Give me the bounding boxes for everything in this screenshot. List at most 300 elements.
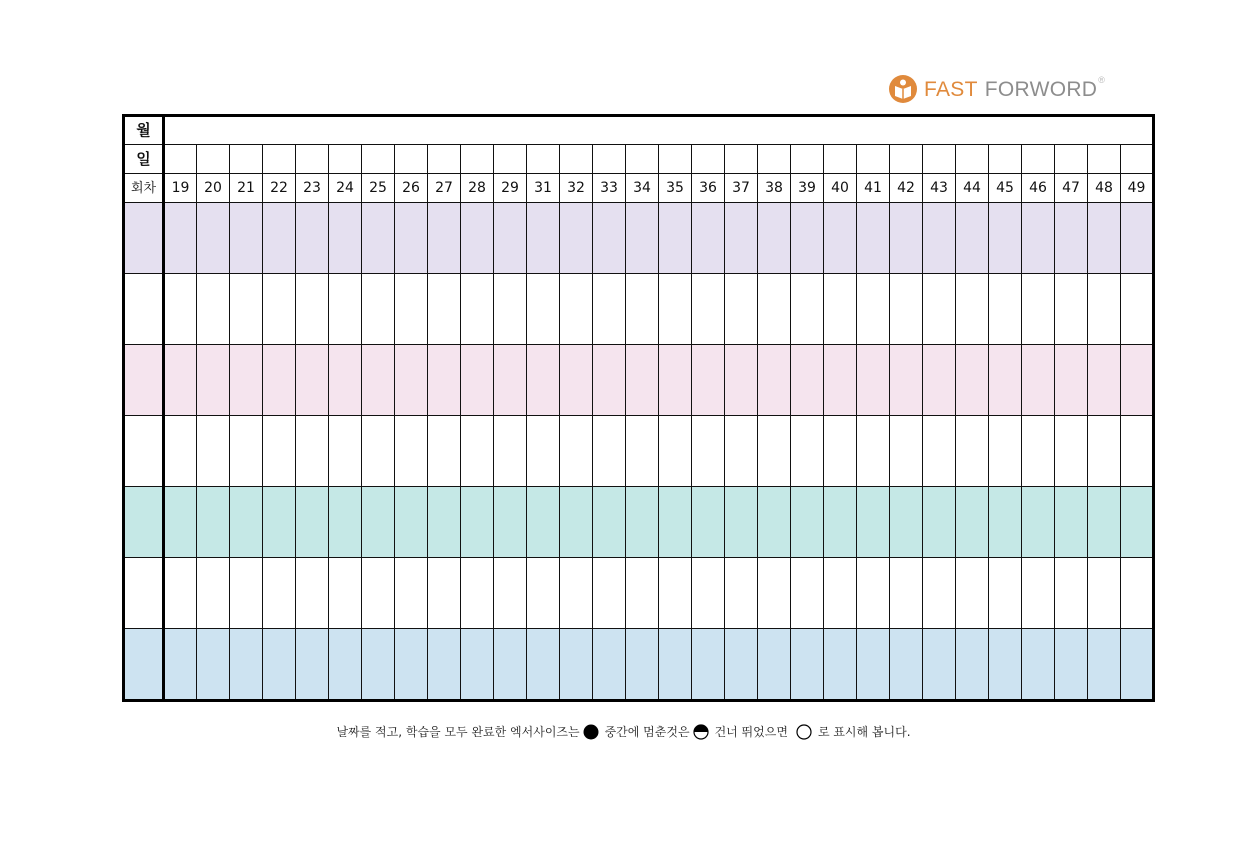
exercise-mark-cell[interactable] [263, 203, 296, 274]
exercise-mark-cell[interactable] [725, 416, 758, 487]
day-input-cell[interactable] [1055, 145, 1088, 174]
exercise-mark-cell[interactable] [461, 203, 494, 274]
exercise-mark-cell[interactable] [395, 203, 428, 274]
session-number: 33 [593, 174, 626, 203]
exercise-mark-cell[interactable] [824, 487, 857, 558]
exercise-row [124, 629, 1154, 701]
day-input-cell[interactable] [989, 145, 1022, 174]
exercise-row [124, 487, 1154, 558]
exercise-mark-cell[interactable] [494, 274, 527, 345]
day-input-cell[interactable] [197, 145, 230, 174]
day-input-cell[interactable] [857, 145, 890, 174]
session-number: 26 [395, 174, 428, 203]
exercise-mark-cell[interactable] [461, 345, 494, 416]
exercise-mark-cell[interactable] [890, 558, 923, 629]
exercise-mark-cell[interactable] [461, 629, 494, 701]
exercise-mark-cell[interactable] [329, 558, 362, 629]
day-label: 일 [124, 145, 164, 174]
day-input-cell[interactable] [230, 145, 263, 174]
exercise-row [124, 558, 1154, 629]
exercise-mark-cell[interactable] [1088, 203, 1121, 274]
logo-registered-mark: ® [1098, 74, 1106, 85]
exercise-mark-cell[interactable] [1088, 274, 1121, 345]
exercise-mark-cell[interactable] [659, 629, 692, 701]
exercise-mark-cell[interactable] [725, 274, 758, 345]
exercise-mark-cell[interactable] [1088, 629, 1121, 701]
exercise-mark-cell[interactable] [362, 274, 395, 345]
exercise-mark-cell[interactable] [263, 416, 296, 487]
fast-forword-logo [888, 72, 1105, 106]
exercise-mark-cell[interactable] [890, 345, 923, 416]
logo-word-forword: FORWORD [984, 77, 1098, 101]
exercise-mark-cell[interactable] [296, 274, 329, 345]
exercise-mark-cell[interactable] [197, 416, 230, 487]
session-number: 24 [329, 174, 362, 203]
day-input-cell[interactable] [758, 145, 791, 174]
exercise-mark-cell[interactable] [758, 629, 791, 701]
exercise-mark-cell[interactable] [956, 345, 989, 416]
exercise-mark-cell[interactable] [956, 203, 989, 274]
exercise-mark-cell[interactable] [560, 416, 593, 487]
exercise-mark-cell[interactable] [791, 203, 824, 274]
exercise-mark-cell[interactable] [527, 345, 560, 416]
exercise-mark-cell[interactable] [593, 487, 626, 558]
exercise-mark-cell[interactable] [1022, 345, 1055, 416]
exercise-mark-cell[interactable] [428, 274, 461, 345]
exercise-mark-cell[interactable] [428, 345, 461, 416]
day-input-cell[interactable] [164, 145, 197, 174]
day-input-cell[interactable] [362, 145, 395, 174]
exercise-mark-cell[interactable] [956, 558, 989, 629]
legend-text-skipped: 건너 뛰었으면 [714, 725, 788, 739]
exercise-mark-cell[interactable] [164, 629, 197, 701]
exercise-mark-cell[interactable] [857, 487, 890, 558]
exercise-mark-cell[interactable] [428, 416, 461, 487]
exercise-mark-cell[interactable] [395, 274, 428, 345]
exercise-mark-cell[interactable] [725, 487, 758, 558]
exercise-mark-cell[interactable] [857, 345, 890, 416]
exercise-mark-cell[interactable] [626, 345, 659, 416]
exercise-mark-cell[interactable] [725, 345, 758, 416]
session-number: 28 [461, 174, 494, 203]
exercise-mark-cell[interactable] [626, 416, 659, 487]
exercise-mark-cell[interactable] [890, 629, 923, 701]
exercise-mark-cell[interactable] [362, 629, 395, 701]
exercise-mark-cell[interactable] [758, 558, 791, 629]
exercise-mark-cell[interactable] [263, 274, 296, 345]
exercise-mark-cell[interactable] [263, 558, 296, 629]
exercise-mark-cell[interactable] [626, 274, 659, 345]
exercise-mark-cell[interactable] [923, 345, 956, 416]
session-number: 25 [362, 174, 395, 203]
exercise-mark-cell[interactable] [758, 274, 791, 345]
exercise-mark-cell[interactable] [923, 558, 956, 629]
exercise-mark-cell[interactable] [395, 487, 428, 558]
exercise-mark-cell[interactable] [164, 345, 197, 416]
exercise-mark-cell[interactable] [626, 629, 659, 701]
exercise-mark-cell[interactable] [1121, 416, 1154, 487]
exercise-mark-cell[interactable] [1022, 487, 1055, 558]
exercise-mark-cell[interactable] [164, 416, 197, 487]
exercise-mark-cell[interactable] [659, 416, 692, 487]
session-number: 31 [527, 174, 560, 203]
exercise-mark-cell[interactable] [263, 629, 296, 701]
exercise-mark-cell[interactable] [1055, 274, 1088, 345]
exercise-mark-cell[interactable] [1055, 345, 1088, 416]
exercise-mark-cell[interactable] [560, 203, 593, 274]
exercise-mark-cell[interactable] [527, 629, 560, 701]
exercise-mark-cell[interactable] [1088, 345, 1121, 416]
exercise-mark-cell[interactable] [989, 274, 1022, 345]
day-input-cell[interactable] [1022, 145, 1055, 174]
exercise-mark-cell[interactable] [296, 345, 329, 416]
exercise-mark-cell[interactable] [1055, 203, 1088, 274]
exercise-mark-cell[interactable] [230, 345, 263, 416]
exercise-mark-cell[interactable] [527, 274, 560, 345]
exercise-mark-cell[interactable] [1022, 416, 1055, 487]
day-input-cell[interactable] [923, 145, 956, 174]
session-number: 40 [824, 174, 857, 203]
exercise-mark-cell[interactable] [659, 487, 692, 558]
exercise-mark-cell[interactable] [1121, 629, 1154, 701]
exercise-mark-cell[interactable] [1088, 558, 1121, 629]
exercise-mark-cell[interactable] [791, 416, 824, 487]
exercise-mark-cell[interactable] [494, 203, 527, 274]
exercise-mark-cell[interactable] [692, 487, 725, 558]
exercise-mark-cell[interactable] [362, 487, 395, 558]
month-input-cell[interactable] [164, 116, 1154, 145]
exercise-mark-cell[interactable] [1022, 629, 1055, 701]
exercise-mark-cell[interactable] [164, 203, 197, 274]
day-input-cell[interactable] [494, 145, 527, 174]
exercise-mark-cell[interactable] [857, 203, 890, 274]
day-input-cell[interactable] [593, 145, 626, 174]
exercise-mark-cell[interactable] [230, 629, 263, 701]
exercise-mark-cell[interactable] [692, 416, 725, 487]
exercise-mark-cell[interactable] [1055, 629, 1088, 701]
legend-text-complete: 날짜를 적고, 학습을 모두 완료한 엑서사이즈는 [336, 725, 580, 739]
session-number: 41 [857, 174, 890, 203]
exercise-mark-cell[interactable] [461, 558, 494, 629]
exercise-mark-cell[interactable] [593, 203, 626, 274]
day-input-cell[interactable] [263, 145, 296, 174]
exercise-mark-cell[interactable] [527, 558, 560, 629]
exercise-mark-cell[interactable] [230, 274, 263, 345]
session-number: 46 [1022, 174, 1055, 203]
exercise-mark-cell[interactable] [857, 629, 890, 701]
exercise-mark-cell[interactable] [659, 203, 692, 274]
session-number: 45 [989, 174, 1022, 203]
exercise-mark-cell[interactable] [1088, 487, 1121, 558]
exercise-mark-cell[interactable] [329, 345, 362, 416]
exercise-mark-cell[interactable] [560, 487, 593, 558]
exercise-mark-cell[interactable] [263, 487, 296, 558]
exercise-mark-cell[interactable] [329, 274, 362, 345]
month-label: 월 [124, 116, 164, 145]
exercise-mark-cell[interactable] [593, 274, 626, 345]
session-number: 37 [725, 174, 758, 203]
exercise-mark-cell[interactable] [626, 203, 659, 274]
exercise-mark-cell[interactable] [923, 203, 956, 274]
progress-tracker-table [122, 114, 1155, 702]
session-number: 43 [923, 174, 956, 203]
exercise-mark-cell[interactable] [593, 345, 626, 416]
session-number: 47 [1055, 174, 1088, 203]
legend-text-paused: 중간에 멈춘것은 [604, 725, 690, 739]
exercise-mark-cell[interactable] [494, 345, 527, 416]
exercise-mark-cell[interactable] [890, 203, 923, 274]
exercise-mark-cell[interactable] [692, 558, 725, 629]
exercise-mark-cell[interactable] [197, 629, 230, 701]
session-number: 39 [791, 174, 824, 203]
exercise-mark-cell[interactable] [824, 345, 857, 416]
exercise-mark-cell[interactable] [527, 416, 560, 487]
day-input-cell[interactable] [659, 145, 692, 174]
exercise-mark-cell[interactable] [989, 203, 1022, 274]
exercise-mark-cell[interactable] [494, 487, 527, 558]
exercise-mark-cell[interactable] [659, 558, 692, 629]
exercise-mark-cell[interactable] [494, 416, 527, 487]
session-number: 27 [428, 174, 461, 203]
exercise-mark-cell[interactable] [857, 274, 890, 345]
exercise-mark-cell[interactable] [956, 629, 989, 701]
exercise-mark-cell[interactable] [362, 203, 395, 274]
exercise-mark-cell[interactable] [296, 629, 329, 701]
exercise-mark-cell[interactable] [164, 558, 197, 629]
exercise-mark-cell[interactable] [791, 558, 824, 629]
exercise-mark-cell[interactable] [527, 487, 560, 558]
exercise-mark-cell[interactable] [857, 558, 890, 629]
exercise-mark-cell[interactable] [824, 416, 857, 487]
day-input-cell[interactable] [890, 145, 923, 174]
exercise-mark-cell[interactable] [989, 487, 1022, 558]
exercise-mark-cell[interactable] [1088, 416, 1121, 487]
exercise-mark-cell[interactable] [890, 487, 923, 558]
exercise-mark-cell[interactable] [1022, 274, 1055, 345]
exercise-mark-cell[interactable] [923, 629, 956, 701]
exercise-mark-cell[interactable] [593, 416, 626, 487]
empty-circle-icon [796, 724, 812, 740]
exercise-mark-cell[interactable] [890, 274, 923, 345]
day-input-cell[interactable] [560, 145, 593, 174]
day-input-cell[interactable] [296, 145, 329, 174]
exercise-mark-cell[interactable] [1121, 558, 1154, 629]
exercise-mark-cell[interactable] [725, 203, 758, 274]
exercise-mark-cell[interactable] [329, 416, 362, 487]
exercise-mark-cell[interactable] [692, 203, 725, 274]
exercise-mark-cell[interactable] [494, 629, 527, 701]
exercise-mark-cell[interactable] [1022, 203, 1055, 274]
exercise-mark-cell[interactable] [593, 558, 626, 629]
exercise-mark-cell[interactable] [626, 487, 659, 558]
day-input-cell[interactable] [395, 145, 428, 174]
exercise-mark-cell[interactable] [989, 416, 1022, 487]
exercise-label-cell [124, 629, 164, 701]
exercise-mark-cell[interactable] [1055, 558, 1088, 629]
exercise-row [124, 274, 1154, 345]
day-input-cell[interactable] [527, 145, 560, 174]
exercise-mark-cell[interactable] [989, 558, 1022, 629]
day-input-cell[interactable] [1088, 145, 1121, 174]
exercise-mark-cell[interactable] [923, 274, 956, 345]
exercise-mark-cell[interactable] [296, 487, 329, 558]
exercise-mark-cell[interactable] [758, 416, 791, 487]
legend [0, 723, 1247, 740]
exercise-mark-cell[interactable] [956, 274, 989, 345]
session-row [124, 174, 1154, 203]
exercise-mark-cell[interactable] [428, 558, 461, 629]
month-row [124, 116, 1154, 145]
exercise-mark-cell[interactable] [329, 203, 362, 274]
exercise-mark-cell[interactable] [494, 558, 527, 629]
fast-forword-logo-icon [888, 74, 918, 104]
day-input-cell[interactable] [626, 145, 659, 174]
exercise-mark-cell[interactable] [1121, 487, 1154, 558]
exercise-mark-cell[interactable] [395, 416, 428, 487]
exercise-mark-cell[interactable] [362, 345, 395, 416]
exercise-mark-cell[interactable] [824, 274, 857, 345]
day-input-cell[interactable] [692, 145, 725, 174]
exercise-mark-cell[interactable] [362, 416, 395, 487]
exercise-mark-cell[interactable] [791, 274, 824, 345]
session-number: 34 [626, 174, 659, 203]
day-input-cell[interactable] [428, 145, 461, 174]
exercise-mark-cell[interactable] [263, 345, 296, 416]
exercise-label-cell [124, 345, 164, 416]
exercise-mark-cell[interactable] [296, 203, 329, 274]
session-number: 49 [1121, 174, 1154, 203]
session-number: 44 [956, 174, 989, 203]
exercise-mark-cell[interactable] [659, 274, 692, 345]
session-number: 22 [263, 174, 296, 203]
exercise-mark-cell[interactable] [791, 487, 824, 558]
exercise-mark-cell[interactable] [560, 345, 593, 416]
exercise-mark-cell[interactable] [725, 558, 758, 629]
exercise-mark-cell[interactable] [626, 558, 659, 629]
exercise-mark-cell[interactable] [395, 629, 428, 701]
exercise-mark-cell[interactable] [1121, 203, 1154, 274]
exercise-mark-cell[interactable] [230, 487, 263, 558]
exercise-mark-cell[interactable] [197, 274, 230, 345]
day-input-cell[interactable] [956, 145, 989, 174]
day-input-cell[interactable] [1121, 145, 1154, 174]
exercise-mark-cell[interactable] [230, 203, 263, 274]
exercise-mark-cell[interactable] [923, 487, 956, 558]
session-number: 32 [560, 174, 593, 203]
exercise-mark-cell[interactable] [593, 629, 626, 701]
day-input-cell[interactable] [329, 145, 362, 174]
exercise-mark-cell[interactable] [428, 629, 461, 701]
exercise-mark-cell[interactable] [1022, 558, 1055, 629]
session-number: 20 [197, 174, 230, 203]
exercise-mark-cell[interactable] [692, 629, 725, 701]
exercise-mark-cell[interactable] [989, 629, 1022, 701]
exercise-mark-cell[interactable] [164, 487, 197, 558]
exercise-mark-cell[interactable] [791, 345, 824, 416]
exercise-mark-cell[interactable] [560, 558, 593, 629]
exercise-mark-cell[interactable] [956, 487, 989, 558]
exercise-mark-cell[interactable] [692, 274, 725, 345]
session-number: 23 [296, 174, 329, 203]
exercise-mark-cell[interactable] [197, 487, 230, 558]
exercise-mark-cell[interactable] [197, 345, 230, 416]
exercise-mark-cell[interactable] [692, 345, 725, 416]
exercise-mark-cell[interactable] [824, 629, 857, 701]
exercise-mark-cell[interactable] [824, 203, 857, 274]
exercise-mark-cell[interactable] [1121, 274, 1154, 345]
exercise-mark-cell[interactable] [428, 487, 461, 558]
day-input-cell[interactable] [461, 145, 494, 174]
exercise-mark-cell[interactable] [989, 345, 1022, 416]
exercise-mark-cell[interactable] [428, 203, 461, 274]
exercise-mark-cell[interactable] [923, 416, 956, 487]
session-number: 29 [494, 174, 527, 203]
exercise-mark-cell[interactable] [560, 629, 593, 701]
exercise-mark-cell[interactable] [395, 558, 428, 629]
exercise-mark-cell[interactable] [197, 203, 230, 274]
exercise-mark-cell[interactable] [197, 558, 230, 629]
day-input-cell[interactable] [791, 145, 824, 174]
exercise-mark-cell[interactable] [527, 203, 560, 274]
filled-circle-icon [583, 724, 599, 740]
session-number: 38 [758, 174, 791, 203]
exercise-mark-cell[interactable] [1121, 345, 1154, 416]
exercise-mark-cell[interactable] [362, 558, 395, 629]
session-number: 19 [164, 174, 197, 203]
exercise-mark-cell[interactable] [461, 274, 494, 345]
exercise-mark-cell[interactable] [890, 416, 923, 487]
legend-text-mark: 로 표시해 봅니다. [817, 725, 911, 739]
session-number: 35 [659, 174, 692, 203]
session-number: 36 [692, 174, 725, 203]
exercise-row [124, 416, 1154, 487]
exercise-mark-cell[interactable] [461, 416, 494, 487]
exercise-label-cell [124, 416, 164, 487]
day-input-cell[interactable] [824, 145, 857, 174]
exercise-label-cell [124, 558, 164, 629]
exercise-label-cell [124, 487, 164, 558]
exercise-mark-cell[interactable] [791, 629, 824, 701]
exercise-mark-cell[interactable] [461, 487, 494, 558]
exercise-mark-cell[interactable] [725, 629, 758, 701]
exercise-mark-cell[interactable] [1055, 487, 1088, 558]
exercise-mark-cell[interactable] [164, 274, 197, 345]
half-circle-icon [693, 724, 709, 740]
exercise-mark-cell[interactable] [230, 558, 263, 629]
exercise-mark-cell[interactable] [329, 487, 362, 558]
exercise-mark-cell[interactable] [659, 345, 692, 416]
exercise-mark-cell[interactable] [758, 345, 791, 416]
exercise-mark-cell[interactable] [296, 416, 329, 487]
exercise-mark-cell[interactable] [329, 629, 362, 701]
exercise-label-cell [124, 274, 164, 345]
exercise-mark-cell[interactable] [560, 274, 593, 345]
exercise-mark-cell[interactable] [1055, 416, 1088, 487]
exercise-mark-cell[interactable] [296, 558, 329, 629]
exercise-mark-cell[interactable] [230, 416, 263, 487]
exercise-mark-cell[interactable] [857, 416, 890, 487]
exercise-mark-cell[interactable] [824, 558, 857, 629]
logo-word-fast: FAST [924, 77, 978, 101]
logo-text [924, 74, 1106, 101]
session-number: 21 [230, 174, 263, 203]
day-input-cell[interactable] [725, 145, 758, 174]
session-label: 회차 [124, 174, 164, 203]
exercise-mark-cell[interactable] [956, 416, 989, 487]
exercise-mark-cell[interactable] [758, 487, 791, 558]
exercise-mark-cell[interactable] [758, 203, 791, 274]
exercise-mark-cell[interactable] [395, 345, 428, 416]
